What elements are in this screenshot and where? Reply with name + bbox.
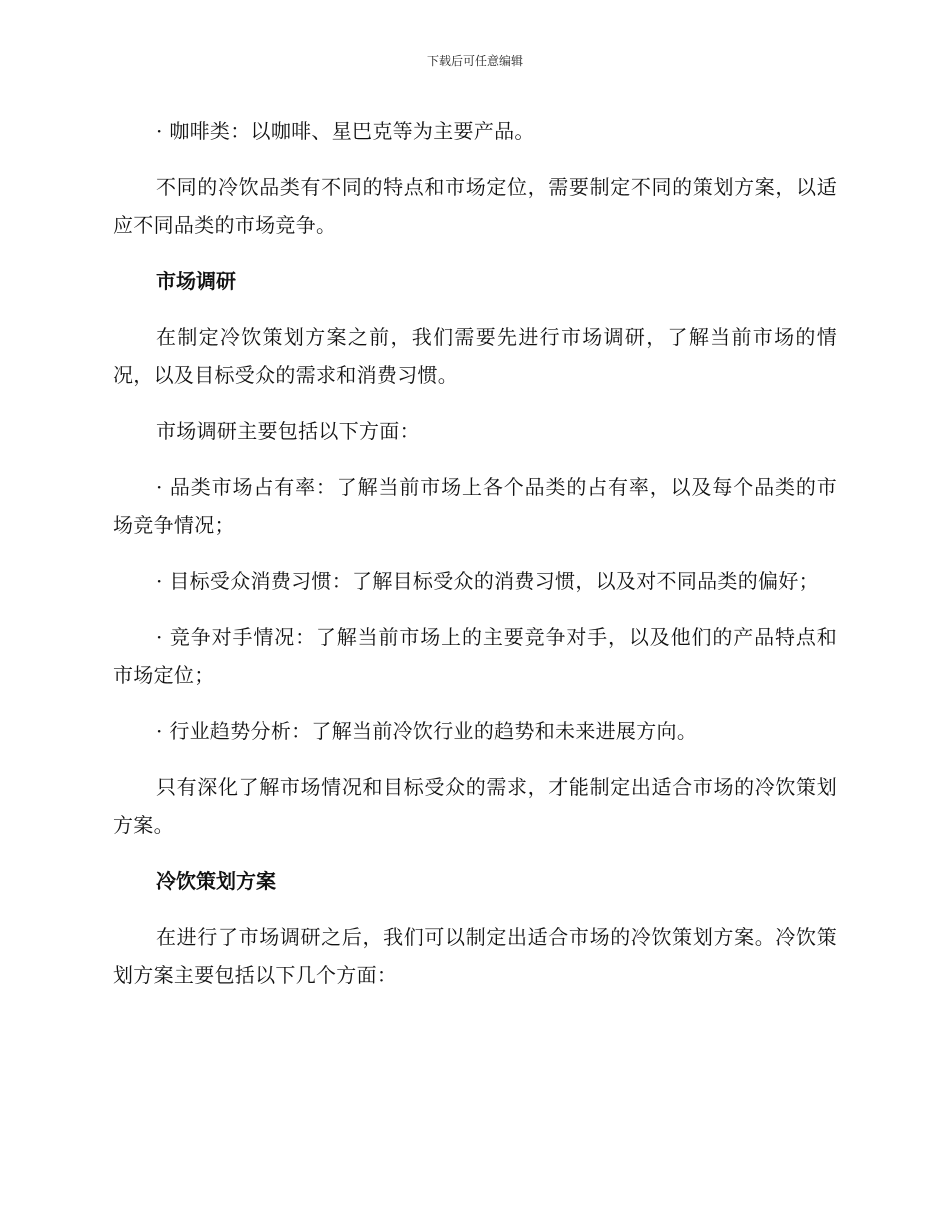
paragraph-research-conclusion: 只有深化了解市场情况和目标受众的需求，才能制定出适合市场的冷饮策划方案。	[113, 775, 837, 837]
bullet-coffee: · 咖啡类：以咖啡、星巴克等为主要产品。	[156, 119, 535, 143]
paragraph-category-positioning: 不同的冷饮品类有不同的特点和市场定位，需要制定不同的策划方案，以适应不同品类的市场竞争。	[113, 175, 837, 237]
section-heading-plan: 冷饮策划方案	[156, 869, 276, 893]
section-heading-market-research: 市场调研	[156, 269, 236, 293]
bullet-competitors: · 竞争对手情况：了解当前市场上的主要竞争对手，以及他们的产品特点和市场定位；	[113, 625, 837, 687]
page-header: 下载后可任意编辑	[426, 54, 523, 68]
document-body	[113, 112, 837, 1012]
bullet-audience-habits: · 目标受众消费习惯：了解目标受众的消费习惯，以及对不同品类的偏好；	[156, 569, 819, 593]
paragraph-research-intro: 在制定冷饮策划方案之前，我们需要先进行市场调研，了解当前市场的情况，以及目标受众的需求和消费习惯。	[113, 325, 837, 387]
bullet-industry-trends: · 行业趋势分析：了解当前冷饮行业的趋势和未来进展方向。	[156, 719, 698, 743]
bullet-market-share: · 品类市场占有率：了解当前市场上各个品类的占有率，以及每个品类的市场竞争情况；	[113, 475, 837, 537]
paragraph-plan-intro: 在进行了市场调研之后，我们可以制定出适合市场的冷饮策划方案。冷饮策划方案主要包括以下几个方面：	[113, 925, 837, 987]
paragraph-research-aspects: 市场调研主要包括以下方面：	[156, 419, 420, 443]
